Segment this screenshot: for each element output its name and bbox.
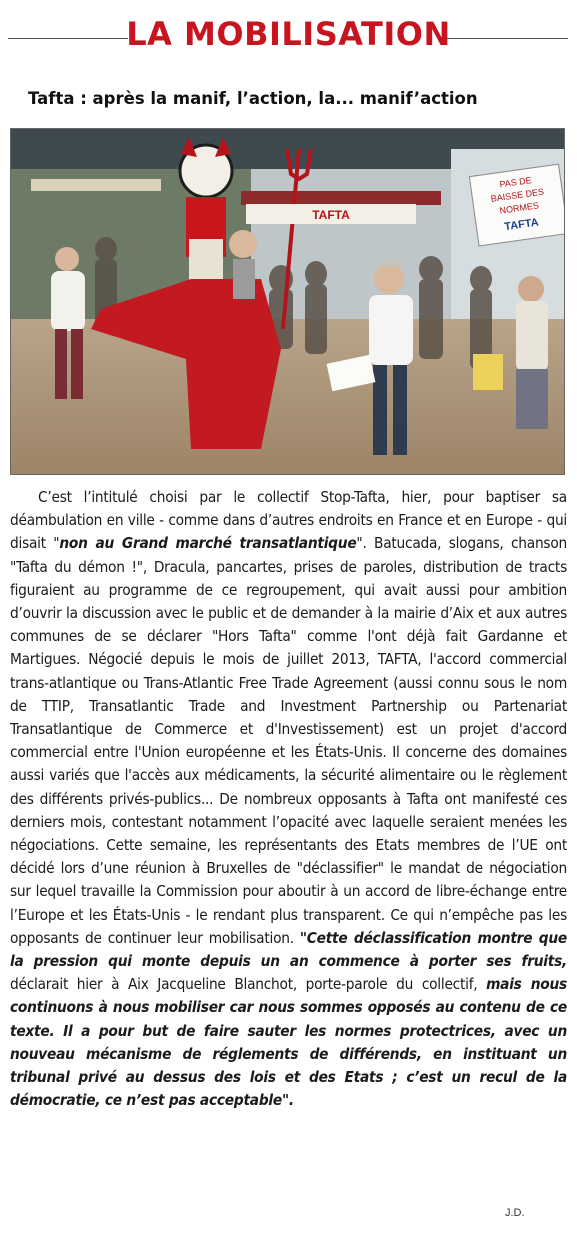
article-paragraph-part-3: déclarait hier à Aix Jacqueline Blanchot, porte-parole du collectif, <box>10 975 487 994</box>
placard-line-4: TAFTA <box>503 216 540 234</box>
article-paragraph-part-2: ". Batucada, slogans, chanson "Tafta du démon !", Dracula, pancartes, prises de paroles, distribution de tracts figuraient au programme de ce regroupement, qui avait aussi pour ambition d’ouvrir la discussion avec le public et de demander à la mairie d’Aix et aux autres communes de se déclarer "Hors Tafta" comme l'ont déjà fait Gardanne et Martigues. Négocié depuis le mois de juillet 2013, TAFTA, l'accord commercial trans-atlantique ou Trans-Atlantic Free Trade Agreement (aussi connu sous le nom de TTIP, Transatlantic Trade and Investment Partnership ou Partenariat Transatlantique de Commerce et d'Investissement) est un projet d'accord commercial entre l'Union européenne et les États-Unis. Il concerne des domaines aussi variés que l'accès aux médicaments, la sécurité alimentaire ou le règlement des différents privés-publics... De nombreux opposants à Tafta ont manifesté ces derniers mois, contestant notamment l’opacité avec laquelle seraient menées les négociations. Cette semaine, les représentants des Etats membres de l’UE ont décidé lors d’une réunion à Bruxelles de "déclassifier" le mandat de négociation sur lequel travaille la Commission pour aboutir à un accord de libre-échange entre l’Europe et les États-Unis - le rendant plus transparent. Ce qui n’empêche pas les opposants de continuer leur mobilisation. <box>10 534 567 947</box>
placard-line-1: PAS DE <box>498 175 533 190</box>
article-photo <box>10 128 565 475</box>
article-body <box>10 486 567 1112</box>
author-signature: J.D. <box>505 1207 525 1219</box>
quote-declassification: "Cette déclassification montre que la pression qui monte depuis un an commence à porter ses fruits, <box>10 928 567 971</box>
placard-line-2: BAISSE DES <box>490 186 545 204</box>
section-rubric: LA MOBILISATION <box>126 15 451 53</box>
banner-text: TAFTA <box>312 208 350 222</box>
article-paragraph-part-1: C’est l’intitulé choisi par le collectif Stop-Tafta, hier, pour baptiser sa déambulation en ville - comme dans d’autres endroits en France et en Europe - qui disait " <box>10 488 567 553</box>
article-headline: Tafta : après la manif, l’action, la... manif’action <box>28 89 478 108</box>
quote-mobilisation: mais nous continuons à nous mobiliser car nous sommes opposés au contenu de ce texte. Il a pour but de faire sauter les normes protectrices, avec un nouveau mécanisme de réglements de différends, en instituant un tribunal privé au dessus des lois et des Etats ; c’est un recul de la démocratie, ce n’est pas acceptable". <box>10 975 567 1110</box>
placard-line-3: NORMES <box>498 200 540 216</box>
quote-non-au-grand-marche: non au Grand marché transatlantique <box>59 534 357 553</box>
